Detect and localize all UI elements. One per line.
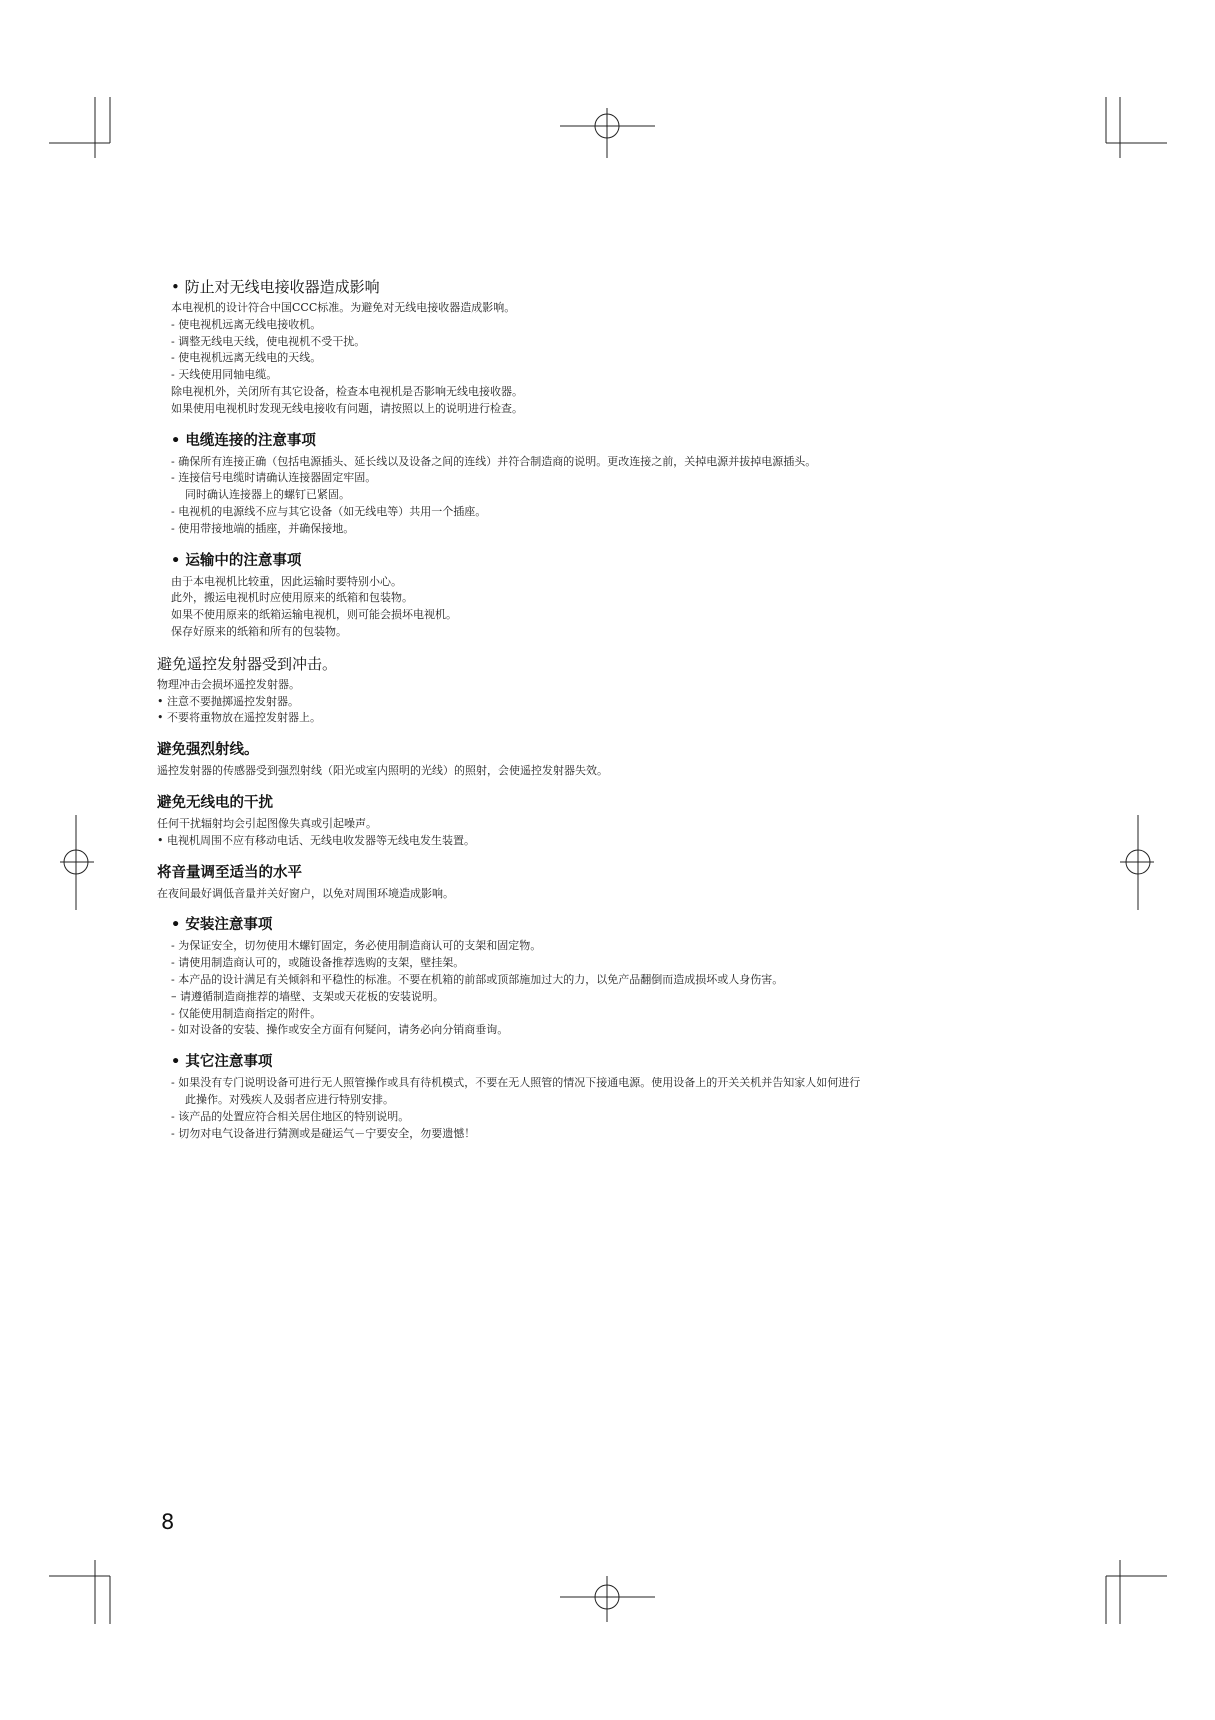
text-line: 如果不使用原来的纸箱运输电视机，则可能会损坏电视机。 (171, 608, 457, 622)
section-heading: 避免无线电的干扰 (157, 794, 273, 811)
text-line: 如果使用电视机时发现无线电接收有问题，请按照以上的说明进行检查。 (171, 401, 523, 415)
text-line: • 电视机周围不应有移动电话、无线电收发器等无线电发生装置。 (157, 833, 475, 847)
section-installation (171, 914, 1051, 1039)
page-number: 8 (161, 1510, 175, 1534)
section-heading: 避免强烈射线。 (157, 742, 259, 759)
text-line: 物理冲击会损坏遥控发射器。 (157, 677, 300, 691)
section-heading: • 其它注意事项 (171, 1054, 273, 1071)
section-remote-impact (157, 653, 1051, 727)
text-line: - 确保所有连接正确（包括电源插头、延长线以及设备之间的连线）并符合制造商的说明。更改连接之前，关掉电源并拔掉电源插头。 (171, 454, 817, 468)
text-line: • 不要将重物放在遥控发射器上。 (157, 711, 321, 725)
text-line: - 该产品的处置应符合相关居住地区的特别说明。 (171, 1109, 410, 1123)
section-strong-rays (157, 739, 1051, 780)
text-line: - 如果没有专门说明设备可进行无人照管操作或具有待机模式，不要在无人照管的情况下接通电源。使用设备上的开关关机并告知家人如何进行 (171, 1076, 861, 1090)
section-heading: 避免遥控发射器受到冲击。 (157, 654, 338, 673)
text-line: 由于本电视机比较重，因此运输时要特别小心。 (171, 574, 402, 588)
text-line: 本电视机的设计符合中国CCC标准。为避免对无线电接收器造成影响。 (171, 301, 516, 314)
text-line: 此操作。对残疾人及弱者应进行特别安排。 (185, 1092, 394, 1106)
text-line: • 注意不要抛掷遥控发射器。 (157, 694, 299, 708)
page-content (157, 276, 1051, 1154)
section-heading: • 安装注意事项 (171, 917, 273, 934)
section-transport (171, 550, 1051, 641)
section-other (171, 1051, 1051, 1142)
text-line: - 仅能使用制造商指定的附件。 (171, 1006, 322, 1020)
section-cable-connection (171, 430, 1051, 538)
text-line: - 调整无线电天线，使电视机不受干扰。 (171, 334, 366, 348)
text-line: - 连接信号电缆时请确认连接器固定牢固。 (171, 471, 377, 485)
section-heading: • 运输中的注意事项 (171, 552, 302, 569)
text-line: - 如对设备的安装、操作或安全方面有何疑问，请务必向分销商垂询。 (171, 1023, 509, 1037)
section-heading: • 防止对无线电接收器造成影响 (171, 278, 380, 296)
section-radio-interference-2 (157, 792, 1051, 850)
text-line: 此外，搬运电视机时应使用原来的纸箱和包装物。 (171, 591, 413, 605)
text-line: 任何干扰辐射均会引起图像失真或引起噪声。 (157, 816, 377, 830)
section-radio-interference (171, 276, 1051, 418)
text-line: 遥控发射器的传感器受到强烈射线（阳光或室内照明的光线）的照射，会使遥控发射器失效。 (157, 764, 608, 778)
text-line: - 使用带接地端的插座，并确保接地。 (171, 521, 355, 535)
section-heading: 将音量调至适当的水平 (157, 864, 302, 881)
text-line: - 为保证安全，切勿使用木螺钉固定，务必使用制造商认可的支架和固定物。 (171, 939, 542, 953)
text-line: - 请使用制造商认可的，或随设备推荐选购的支架，壁挂架。 (171, 956, 465, 970)
text-line: - 切勿对电气设备进行猜测或是碰运气－宁要安全，勿要遗憾！ (171, 1126, 476, 1140)
text-line: - 电视机的电源线不应与其它设备（如无线电等）共用一个插座。 (171, 504, 487, 518)
text-line: 除电视机外，关闭所有其它设备，检查本电视机是否影响无线电接收器。 (171, 384, 523, 398)
text-line: 同时确认连接器上的螺钉已紧固。 (185, 488, 350, 502)
section-heading: • 电缆连接的注意事项 (171, 432, 316, 449)
text-line: 保存好原来的纸箱和所有的包装物。 (171, 624, 347, 638)
text-line: - 本产品的设计满足有关倾斜和平稳性的标准。不要在机箱的前部或顶部施加过大的力，以免产品翻倒而造成损坏或人身伤害。 (171, 972, 784, 986)
text-line: - 使电视机远离无线电接收机。 (171, 317, 322, 331)
text-line: 在夜间最好调低音量并关好窗户，以免对周围环境造成影响。 (157, 886, 454, 900)
section-volume (157, 862, 1051, 903)
text-line: – 请遵循制造商推荐的墙壁、支架或天花板的安装说明。 (171, 989, 444, 1003)
text-line: - 使电视机远离无线电的天线。 (171, 351, 322, 365)
text-line: - 天线使用同轴电缆。 (171, 368, 278, 382)
